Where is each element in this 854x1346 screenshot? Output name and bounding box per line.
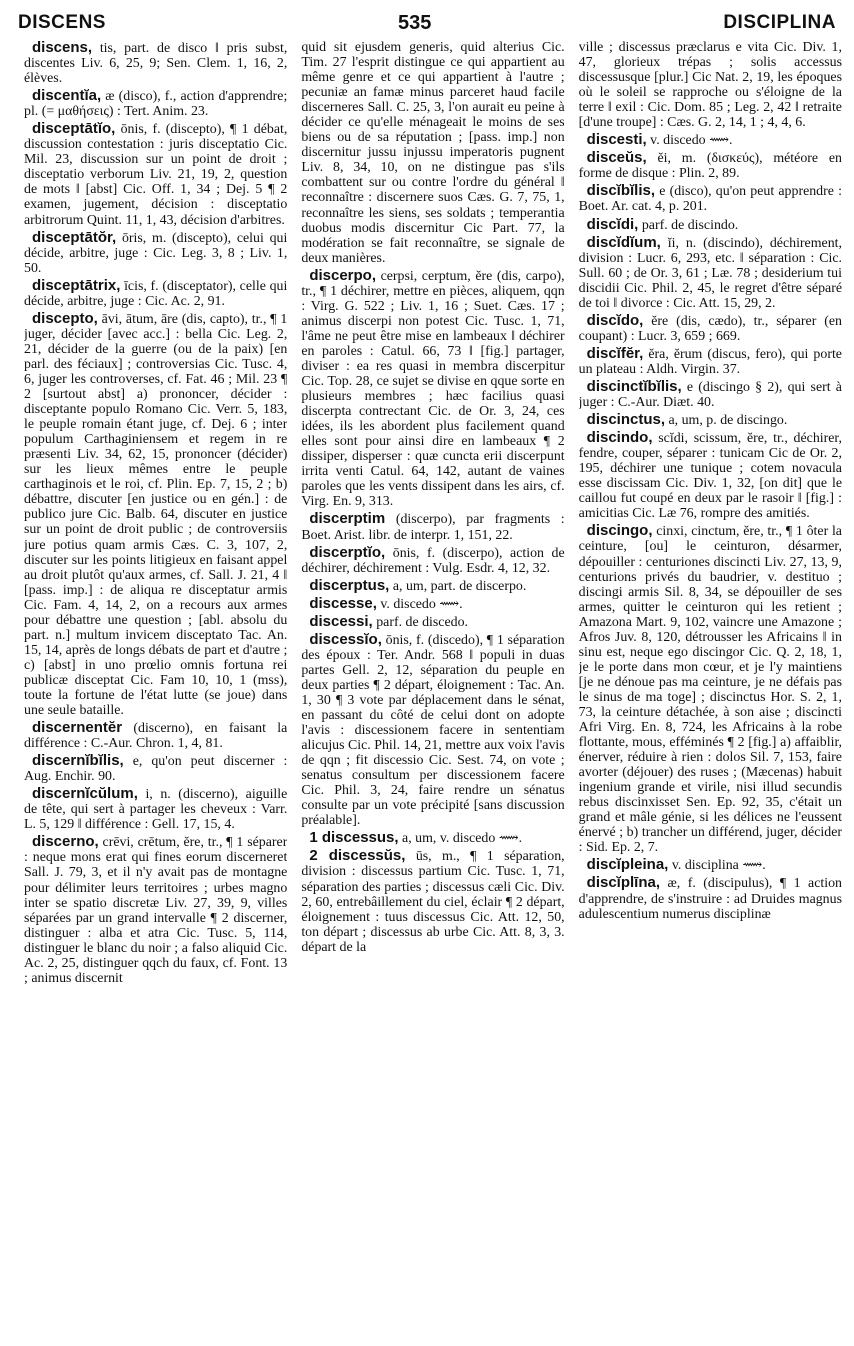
entry-headword: discerptĭo,: [309, 543, 386, 561]
column-right: [579, 40, 842, 1342]
dictionary-entry: [24, 230, 287, 276]
dictionary-entry: [301, 511, 564, 542]
dictionary-entry: [579, 313, 842, 344]
entry-headword: discesse,: [309, 594, 377, 612]
entry-headword: discĭdi,: [586, 215, 639, 233]
column-left: [24, 40, 287, 1342]
entry-body: āvi, ātum, āre (dis, capto), tr., ¶ 1 juger, décider [avec acc.] : bella Cic. Leg. 2, 21, décider de la guerre (ou de la paix) [en parl. des féciaux] ; controversias Cic. Tusc. 4, 6, juger les controverses, cf. Fat. 46 ; Mil. 23 ¶ 2 [surtout abst] a) prononcer, décider : disceptante populo Romano Cic. Verr. 5, 183, le peuple romain étant juge, cf. Dej. 6 ; inter populum Carthaginiensem et regem in re præsenti Liv. 34, 62, 15, prononcer (décider) sur les lieux mêmes entre le peuple carthaginois et le roi, cf. Plin. Ep. 7, 15, 2 ; b) débattre, discuter [en justice ou en gén.] : de publico jure Cic. Balb. 64, discuter en justice sur un point de droit public ; de controversiis jure potius quam armis Cæs. C. 3, 107, 2, discuter sur les points litigieux en faisant appel au droit plutôt qu'aux armes, cf. Sall. J. 21, 4 ‖ [pass. imp.] : de aliqua re disceptatur armis Cic. Fam. 4, 14, 2, on a recours aux armes pour débattre une question ; [abl. absolu du part. n.] multum invicem disceptato Tac. An. 15, 14, après de longs débats de part et d'autre ; c) [abst] in uno prœlio omnis fortuna rei publicæ disceptat Cic. Fam 10, 10, 1 (mss), toute la fortune de l'état lutte (se joue) dans une seule bataille.: [24, 311, 288, 719]
entry-body: parf. de discedo.: [376, 614, 468, 630]
entry-body: ĕre (dis, cædo), tr., séparer (en coupant) : Lucr. 3, 659 ; 669.: [578, 313, 842, 344]
entry-body: ōnis, f. (discepto), ¶ 1 débat, discussion contestation : juris disceptatio Cic. Mil. 23, discussion sur un point de droit ; disceptatio verborum Liv. 21, 19, 2, question de mots ‖ [abst] Cic. Off. 1, 34 ; Dej. 5 ¶ 2 examen, jugement, décision : disceptatio arbitrorum Quint. 11, 1, 43, décision d'arbitres.: [24, 122, 288, 228]
dictionary-entry: [579, 430, 842, 521]
entry-headword: discĭbĭlis,: [586, 182, 656, 200]
entry-headword: 2 discessŭs,: [309, 847, 406, 865]
right-running-head: DISCIPLINA: [723, 12, 836, 33]
dictionary-entry: [301, 614, 564, 630]
entry-body: a, um, part. de discerpo.: [392, 578, 527, 594]
entry-body: ūs, m., ¶ 1 séparation, division : discessus partium Cic. Tusc. 1, 71, séparation des parties ; discessus cæli Cic. Div. 2, 60, entrebâillement du ciel, éclair ¶ 2 départ, éloignement : tuus discessus Cic. Att. 12, 50, ton départ ; discessus ab urbe Cic. Att. 8, 3, 3. départ de la: [301, 849, 565, 955]
dictionary-entry: [579, 150, 842, 181]
entry-headword: discessĭo,: [309, 630, 382, 648]
dictionary-entry: [579, 217, 842, 233]
entry-headword: discentĭa,: [32, 87, 102, 105]
entry-headword: discernĭcŭlum,: [32, 785, 138, 803]
dictionary-entry: [24, 720, 287, 751]
entry-headword: discindo,: [586, 429, 653, 447]
dictionary-entry: [24, 278, 287, 309]
entry-body: i, n. (discerno), aiguille de tête, qui sert à partager les cheveux : Varr. L. 5, 129 ‖ différence : Gell. 17, 15, 4.: [24, 787, 288, 833]
entry-headword: discerptim: [309, 510, 386, 528]
entry-body: a, um, p. de discingo.: [668, 413, 788, 429]
entry-headword: discerpo,: [309, 266, 377, 284]
dictionary-columns: [24, 40, 842, 1342]
entry-headword: disceptātĭo,: [32, 120, 116, 138]
entry-body: ville ; discessus præclarus e vita Cic. Div. 1, 47, glorieux trépas ; solis accessus discessusque [plur.] Cic Nat. 2, 19, les époques où le soleil se rapproche ou s'éloigne de la terre ‖ exil : Cic. Dom. 85 ; Leg. 2, 42 ‖ retraite [d'une troupe] : Cæs. G. 2, 14, 1 ; 4, 4, 6.: [578, 40, 842, 131]
entry-headword: discingo,: [586, 522, 653, 540]
page-number: 535: [397, 11, 432, 34]
entry-headword: discerno,: [32, 833, 99, 851]
entry-headword: discĭdĭum,: [586, 233, 661, 251]
entry-headword: 1 discessus,: [309, 829, 399, 847]
entry-body: tis, part. de disco ‖ pris subst, discentes Liv. 6, 25, 9; Sen. Clem. 1, 16, 2, élèves.: [24, 41, 288, 87]
entry-headword: disceptātŏr,: [32, 228, 117, 246]
entry-body: īcis, f. (disceptator), celle qui décide, arbitre, juge : Cic. Ac. 2, 91.: [24, 278, 288, 309]
entry-continuation: [301, 40, 564, 266]
entry-body: e, qu'on peut discerner : Aug. Enchir. 90.: [24, 754, 288, 785]
dictionary-entry: [301, 578, 564, 594]
dictionary-entry: [24, 753, 287, 784]
dictionary-entry: [579, 412, 842, 428]
dictionary-entry: [24, 834, 287, 985]
entry-headword: discĭplīna,: [586, 874, 661, 892]
dictionary-entry: [301, 848, 564, 954]
entry-body: quid sit ejusdem generis, quid alterius Cic. Tim. 27 l'esprit distingue ce qui appartient au même genre et ce qui appartient à l'autre ; pecuniæ an famæ minus parceret haud facile discerneres Sall. C. 25, 3, l'on aurait eu peine à décider ce qu'elle ménageait le moins de ses biens ou de sa réputation ; [pass. imp.] non discernitur jussu injussu imperatoris pugnent Liv. 8, 34, 10, on ne distingue pas s'ils combattent sur ou contre l'ordre du général ‖ reconnaître : discernere suos Cæs. G. 7, 75, 1, reconnaître les siens, ses soldats ; temperantia duobus modis discernitur Cic Part. 77, la modération se fait reconnaître, se signale de deux manières.: [301, 40, 565, 266]
entry-headword: discinctus,: [586, 411, 666, 429]
entry-headword: discinctĭbĭlis,: [586, 377, 682, 395]
dictionary-entry: [24, 88, 287, 119]
entry-headword: disceŭs,: [586, 149, 647, 167]
entry-continuation: [579, 40, 842, 130]
entry-body: cerpsi, cerptum, ĕre (dis, carpo), tr., ¶ 1 déchirer, mettre en pièces, aliquem, qqn : Virg. G. 522 ; Liv. 1, 16 ; Suet. Cæs. 17 ; animus discerpi non potest Cic. Tusc. 1, 71, l'âme ne peut être mise en lambeaux ‖ déchirer en paroles : Catul. 66, 73 ‖ [fig.] partager, diviser : ea res quasi in membra discerpitur Cic. Top. 28, ce sujet se divise en qque sorte en plusieurs membres ; hæc facilius quasi discerpta contrectant Cic. de Or. 3, 24, ces idées, ils les abordent plus facilement quand elles sont pour ainsi dire en lambeaux ¶ 2 dissiper, disperser : quæ cuncta erii discerpunt irrita venti Catul. 64, 142, autant de vaines paroles que les vents dissipent dans les airs, cf. Virg. En. 9, 313.: [301, 268, 565, 510]
dictionary-entry: [301, 632, 564, 829]
dictionary-entry: [579, 875, 842, 921]
entry-headword: discĭdo,: [586, 311, 644, 329]
entry-body: ōnis, f. (discerpo), action de déchirer, déchirement : Vulg. Esdr. 4, 12, 32.: [301, 545, 565, 576]
entry-body: ōris, m. (discepto), celui qui décide, arbitre, juge : Cic. Leg. 3, 8 ; Liv. 1, 50.: [24, 230, 288, 276]
entry-body: e (disco), qu'on peut apprendre : Boet. Ar. cat. 4, p. 201.: [578, 184, 842, 215]
dictionary-entry: [301, 830, 564, 846]
dictionary-entry: [301, 596, 564, 612]
dictionary-entry: [579, 523, 842, 855]
dictionary-entry: [579, 183, 842, 214]
dictionary-entry: [24, 311, 287, 718]
entry-body: æ (disco), f., action d'apprendre; pl. (= μαθήσεις) : Tert. Anim. 23.: [24, 89, 288, 120]
entry-body: parf. de discindo.: [641, 217, 739, 233]
entry-headword: discĭpleina,: [586, 856, 669, 874]
dictionary-entry: [24, 786, 287, 832]
entry-body: ĕi, m. (δισκεύς), météore en forme de disque : Plin. 2, 89.: [578, 151, 842, 182]
dictionary-entry: [24, 40, 287, 86]
entry-body: ĭi, n. (discindo), déchirement, division : Lucr. 6, 293, etc. ‖ séparation : Cic. Sull. 60 ; de Or. 3, 61 ; Læ. 78 ; desiderium tui discidii Cic. Phil. 2, 45, le regret d'être séparé de toi ‖ divorce : Cic. Att. 15, 29, 2.: [578, 235, 842, 311]
dictionary-entry: [579, 132, 842, 148]
entry-headword: discernĭbĭlis,: [32, 752, 124, 770]
column-middle: [301, 40, 564, 1342]
entry-body: a, um, v. discedo ⟿.: [402, 831, 523, 847]
entry-body: v. discedo ⟿.: [650, 133, 733, 149]
entry-headword: discesti,: [586, 131, 647, 149]
entry-body: crēvi, crētum, ĕre, tr., ¶ 1 séparer : neque mons erat qui fines eorum discerneret Sall. J. 79, 3, et il n'y avait pas de montagne pour délimiter leurs territoires ; urbes magno inter se spatio discretæ Liv. 27, 39, 9, villes séparées par un grand intervalle ¶ 2 discerner, distinguer : alba et atra Cic. Tusc. 5, 114, distinguer le blanc du noir ; a falso aliquid Cic. Ac. 2, 25, distinguer qqch du faux, cf. Font. 13 ; animus discernit: [24, 835, 288, 986]
entry-headword: discerptus,: [309, 576, 390, 594]
dictionary-entry: [579, 346, 842, 377]
entry-headword: discernentĕr: [32, 719, 123, 737]
entry-body: (discerno), en faisant la différence : C.-Aur. Chron. 1, 4, 81.: [24, 721, 288, 752]
dictionary-entry: [579, 857, 842, 873]
entry-body: v. disciplina ⟿.: [671, 858, 766, 874]
dictionary-entry: [24, 121, 287, 227]
entry-body: ōnis, f. (discedo), ¶ 1 séparation des époux : Ter. Andr. 568 ‖ populi in duas partes Gell. 2, 12, séparation du peuple en deux parties ¶ 2 départ, éloignement : Tac. An. 1, 30 ¶ 3 vote par déplacement dans le sénat, en passant du côté de celui dont on adopte l'avis : discessionem facere in sententiam alicujus Cic. Phil. 14, 21, mettre aux voix l'avis de qqn ; fit discessio Cic. Sest. 74, on vote ; senatus consultum per discessionem facere Cic. Phil. 3, 24, faire rendre un sénatus consulte par un vote précipité [sans discussion préalable].: [301, 632, 565, 829]
entry-body: scĭdi, scissum, ĕre, tr., déchirer, fendre, couper, séparer : tunicam Cic de Or. 2, 195, déchirer une tunique ; cotem novacula esse discissam Cic. Div. 1, 32, [on dit] que le caillou fut coupé en deux par le rasoir ‖ [fig.] : amicitias Cic. Læ 76, rompre des amitiés.: [578, 431, 842, 522]
dictionary-entry: [301, 545, 564, 576]
entry-body: ĕra, ĕrum (discus, fero), qui porte un plateau : Aldh. Virgin. 37.: [578, 346, 842, 377]
entry-headword: disceptātrix,: [32, 276, 121, 294]
page-header: [18, 6, 836, 40]
entry-body: æ, f. (discipulus), ¶ 1 action d'apprendre, de s'instruire : ad Druides magnus adulescentium numerus disciplinæ: [578, 876, 842, 922]
dictionary-entry: [301, 268, 564, 510]
entry-headword: discĭfĕr,: [586, 344, 644, 362]
dictionary-entry: [579, 379, 842, 410]
entry-headword: discens,: [32, 40, 93, 56]
entry-body: cinxi, cinctum, ĕre, tr., ¶ 1 ôter la ceinture, [ou] le ceinturon, désarmer, dépouiller : centuriones discincti Liv. 27, 13, 9, centurions privés du baudrier, v. destituo ; discingi armis Sil. 8, 34, se dépouiller de ses armes, quitter le ceinturon qui les retient ; Amazona Mart. 9, 102, vaincre une Amazone ; Afros Juv. 8, 120, détrousser les Africains ‖ in sinu est, neque ego discingor Cic. Q. 2, 18, 1, je le porte dans mon cœur, et je l'y maintiens [je ne dénoue pas ma ceinture, je ne défais pas le sinus de ma toge] ; discinctus Hor. S. 2, 1, 73, la ceinture détachée, à son aise ; discincti Afri Virg. En. 8, 724, les Africains à la robe flottante, mous, efféminés ¶ 2 [fig.] a) affaiblir, énerver, réduire à rien : dolos Sil. 7, 153, faire avorter (déjouer) des ruses ; (Mæcenas) habuit ingenium grande et virile, nisi illud secundis rebus discinxisset Sen. Ep. 92, 35, c'était un grand et mâle génie, si les délices ne l'eussent énervé ; b) trancher un différend, juger, décider : Sid. Ep. 2, 7.: [578, 524, 842, 856]
left-running-head: DISCENS: [18, 12, 106, 33]
entry-body: e (discingo § 2), qui sert à juger : C.-Aur. Diæt. 40.: [578, 379, 842, 411]
entry-body: v. discedo ⟿.: [380, 596, 463, 612]
entry-headword: discepto,: [32, 309, 98, 327]
entry-headword: discessi,: [309, 612, 373, 630]
dictionary-entry: [579, 235, 842, 311]
entry-body: (discerpo), par fragments : Boet. Arist. libr. de interpr. 1, 151, 22.: [301, 512, 565, 543]
